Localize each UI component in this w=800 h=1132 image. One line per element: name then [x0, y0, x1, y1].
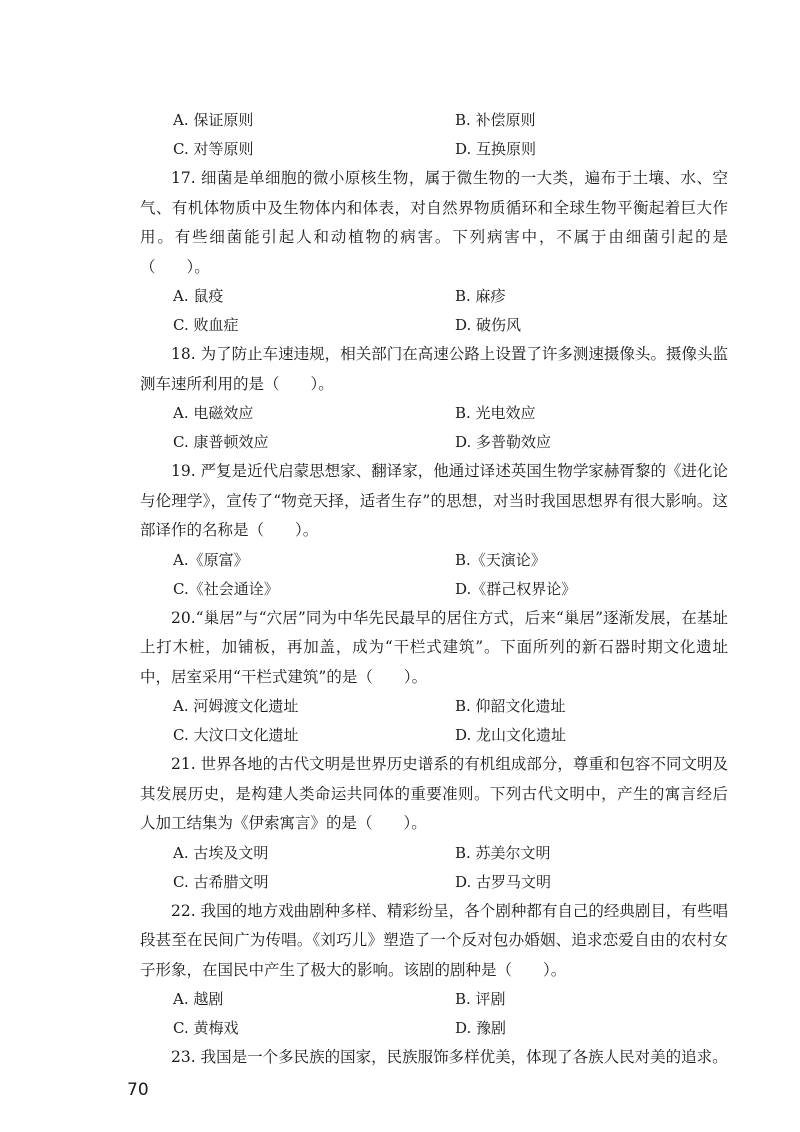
- question-list: [140, 106, 728, 1073]
- option-d: D.《群己权界论》: [455, 579, 577, 598]
- option-row: [140, 839, 728, 868]
- option-a: A. 越剧: [173, 990, 224, 1008]
- option-c: C.《社会通诠》: [173, 579, 279, 598]
- option-row: [140, 311, 728, 340]
- option-row: [140, 692, 728, 721]
- option-row: [140, 428, 728, 457]
- option-b: B. 补偿原则: [455, 111, 536, 129]
- option-b: B. 麻疹: [455, 287, 506, 305]
- option-b: B.《天演论》: [455, 550, 546, 569]
- question-20: 20.“巢居”与“穴居”同为中华先民最早的居住方式，后来“巢居”逐渐发展，在基址上打木桩，加铺板，再加盖，成为“干栏式建筑”。下面所列的新石器时期文化遗址中，居室采用“干栏式建筑”的是（ ）。: [140, 608, 728, 686]
- option-row: [140, 721, 728, 750]
- question-21: 21. 世界各地的古代文明是世界历史谱系的有机组成部分，尊重和包容不同文明及其发展历史，是构建人类命运共同体的重要准则。下列古代文明中，产生的寓言经后人加工结集为《伊索寓言》的是（ ）。: [140, 755, 728, 832]
- option-c: C. 大汶口文化遗址: [173, 726, 299, 744]
- option-row: [140, 1014, 728, 1043]
- option-a: A.《原富》: [173, 550, 249, 569]
- question-22: 22. 我国的地方戏曲剧种多样、精彩纷呈，各个剧种都有自己的经典剧目，有些唱段甚至在民间广为传唱。《刘巧儿》塑造了一个反对包办婚姻、追求恋爱自由的农村女子形象，在国民中产生了极大的影响。该剧的剧种是（ ）。: [140, 901, 728, 979]
- option-row: [140, 868, 728, 897]
- option-row: [140, 106, 728, 135]
- option-a: A. 古埃及文明: [173, 843, 269, 862]
- question-23: 23. 我国是一个多民族的国家，民族服饰多样优美，体现了各族人民对美的追求。: [171, 1048, 728, 1066]
- option-d: D. 互换原则: [455, 140, 537, 158]
- option-row: [140, 399, 728, 428]
- question-19: 19. 严复是近代启蒙思想家、翻译家，他通过译述英国生物学家赫胥黎的《进化论与伦理学》，宣传了“物竞天择，适者生存”的思想，对当时我国思想界有很大影响。这部译作的名称是（ ）。: [140, 462, 728, 539]
- option-a: A. 保证原则: [173, 111, 254, 129]
- option-b: B. 仰韶文化遗址: [455, 697, 566, 715]
- option-c: C. 康普顿效应: [173, 433, 269, 451]
- option-c: C. 败血症: [173, 316, 239, 334]
- option-b: B. 评剧: [455, 990, 506, 1008]
- option-c: C. 黄梅戏: [173, 1019, 239, 1037]
- option-row: [140, 282, 728, 311]
- page-number: 70: [127, 1080, 149, 1100]
- option-d: D. 古罗马文明: [455, 872, 552, 891]
- option-d: D. 破伤风: [455, 316, 522, 334]
- question-18: 18. 为了防止车速违规，相关部门在高速公路上设置了许多测速摄像头。摄像头监测车速所利用的是（ ）。: [140, 345, 728, 393]
- option-c: C. 古希腊文明: [173, 872, 269, 891]
- option-row: [140, 135, 728, 164]
- option-b: B. 光电效应: [455, 404, 536, 422]
- option-a: A. 河姆渡文化遗址: [173, 697, 299, 715]
- option-a: A. 电磁效应: [173, 404, 254, 422]
- option-row: [140, 575, 728, 604]
- option-a: A. 鼠疫: [173, 287, 224, 305]
- option-c: C. 对等原则: [173, 140, 254, 158]
- option-row: [140, 546, 728, 575]
- option-d: D. 多普勒效应: [455, 433, 552, 451]
- option-d: D. 龙山文化遗址: [455, 726, 567, 744]
- option-d: D. 豫剧: [455, 1019, 507, 1037]
- option-b: B. 苏美尔文明: [455, 843, 551, 862]
- question-17: 17. 细菌是单细胞的微小原核生物，属于微生物的一大类，遍布于土壤、水、空气、有机体物质中及生物体内和体表，对自然界物质循环和全球生物平衡起着巨大作用。有些细菌能引起人和动植物的病害。下列病害中，不属于由细菌引起的是（ ）。: [140, 169, 728, 276]
- option-row: [140, 985, 728, 1014]
